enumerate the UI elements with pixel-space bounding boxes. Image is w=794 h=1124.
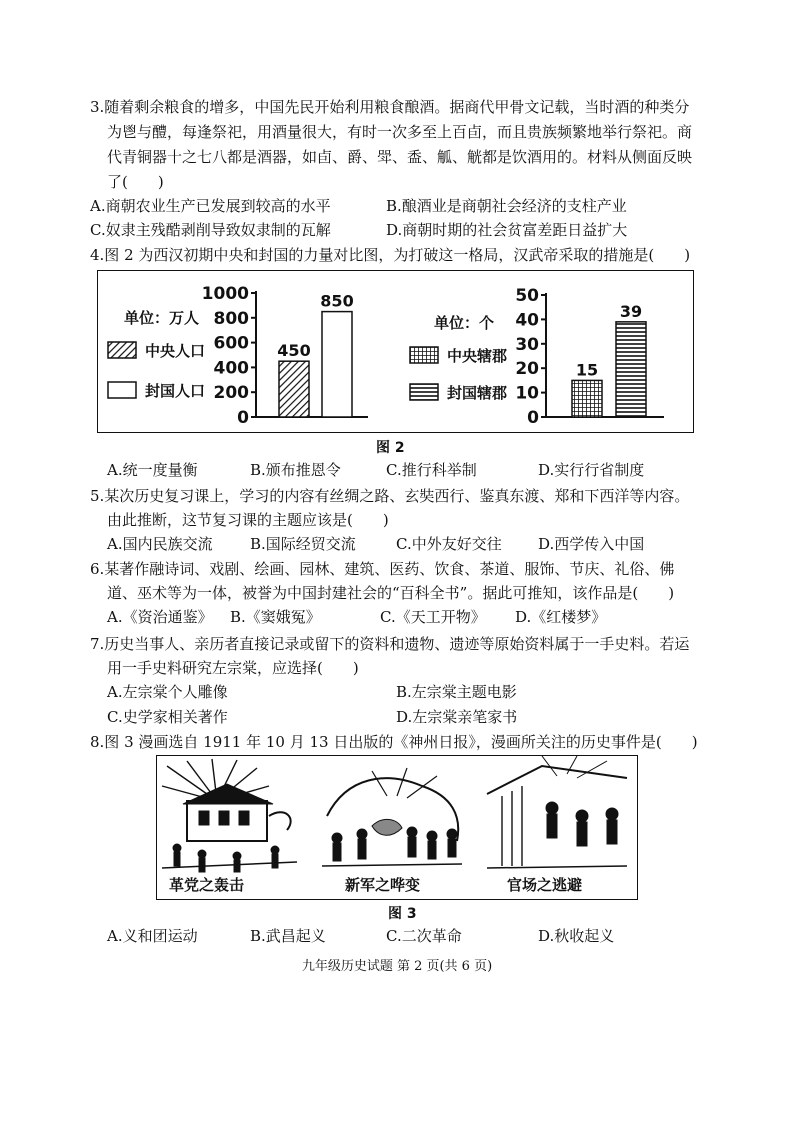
q5-option-d: D.西学传入中国: [538, 535, 645, 553]
chart2-y-tick-label: 40: [515, 310, 539, 331]
q8-option-c: C.二次革命: [386, 927, 462, 945]
chart1-legend-swatch-central: [108, 342, 136, 358]
q6-option-b: B.《窦娥冤》: [230, 608, 321, 626]
q5-line-1: 5.某次历史复习课上，学习的内容有丝绸之路、玄奘西行、鉴真东渡、郑和下西洋等内容。: [90, 487, 690, 505]
figure-3: [156, 755, 638, 900]
chart1-legend-fief: 封国人口: [145, 382, 206, 400]
chart1-y-tick-label: 1000: [201, 284, 249, 304]
chart1-bar-fief: [322, 312, 352, 417]
chart2-bar-label-fief: 39: [619, 301, 643, 321]
cartoon-panel-1: [162, 759, 297, 872]
page-footer: 九年级历史试题 第 2 页(共 6 页): [301, 959, 493, 974]
q8-option-a: A.义和团运动: [107, 927, 198, 945]
chart2-legend-swatch-central: [410, 347, 438, 363]
cartoon-panel-2: [322, 768, 462, 866]
q5-line-2: 由此推断，这节复习课的主题应该是( ): [107, 511, 389, 529]
cartoon-caption-2: 新军之哗变: [345, 876, 421, 894]
chart1-y-tick-label: 0: [237, 408, 249, 428]
chart1-bar-label-central: 450: [277, 341, 311, 361]
q3-option-a: A.商朝农业生产已发展到较高的水平: [90, 197, 331, 215]
chart2-y-tick-label: 50: [515, 286, 539, 306]
q4-option-b: B.颁布推恩令: [250, 461, 341, 479]
chart1-y-tick-label: 800: [213, 308, 249, 329]
q6-line-2: 道、巫术等为一体，被誉为中国封建社会的“百科全书”。据此可推知，该作品是( ): [107, 584, 675, 602]
q3-line-4: 了( ): [107, 173, 164, 191]
figure-3-caption: 图 3: [388, 906, 417, 922]
chart2-unit-label: 单位：个: [434, 314, 495, 332]
chart1-bar-central: [279, 361, 309, 417]
chart2-bar-central: [572, 380, 602, 417]
chart1-legend-central: 中央人口: [145, 342, 206, 360]
chart1-y-tick-label: 400: [213, 358, 249, 379]
chart2-legend-swatch-fief: [410, 384, 438, 400]
chart2-bar-fief: [616, 322, 646, 417]
chart2-legend-central: 中央辖郡: [447, 347, 508, 365]
q6-option-c: C.《天工开物》: [380, 608, 486, 626]
chart2-y-tick-label: 30: [515, 334, 539, 355]
chart1-bar-label-fief: 850: [320, 291, 354, 311]
cartoon-caption-1: 革党之轰击: [169, 876, 245, 894]
q5-option-b: B.国际经贸交流: [250, 535, 356, 553]
q8-line: 8.图 3 漫画选自 1911 年 10 月 13 日出版的《神州日报》，漫画所关注的历史事件是( ): [90, 733, 698, 751]
q7-line-2: 用一手史料研究左宗棠，应选择( ): [107, 659, 359, 677]
q3-option-b: B.酿酒业是商朝社会经济的支柱产业: [386, 197, 627, 215]
figure-2-caption: 图 2: [376, 440, 405, 456]
q4-option-d: D.实行行省制度: [538, 461, 645, 479]
chart1-y-tick-label: 200: [213, 383, 249, 404]
q7-option-c: C.史学家相关著作: [107, 708, 228, 726]
chart1-y-ticks: [202, 284, 256, 428]
q3-line-2: 为鬯与醴，每逢祭祀，用酒量很大，有时一次多至上百卣，而且贵族频繁地举行祭祀。商: [107, 123, 693, 141]
q5-option-c: C.中外友好交往: [396, 535, 502, 553]
q6-option-d: D.《红楼梦》: [515, 608, 607, 626]
q6-option-a: A.《资治通鉴》: [107, 608, 213, 626]
q8-option-d: D.秋收起义: [538, 927, 615, 945]
chart2-y-tick-label: 0: [527, 408, 539, 428]
q3-option-d: D.商朝时期的社会贫富差距日益扩大: [386, 221, 628, 239]
figure-2-svg: [98, 271, 692, 431]
q6-line-1: 6.某著作融诗词、戏剧、绘画、园林、建筑、医药、饮食、茶道、服饰、节庆、礼俗、佛: [90, 560, 675, 578]
chart1-unit-label: 单位：万人: [124, 309, 200, 327]
q5-option-a: A.国内民族交流: [107, 535, 213, 553]
cartoon-panel-3: [487, 756, 627, 868]
q4-option-c: C.推行科举制: [386, 461, 477, 479]
q8-option-b: B.武昌起义: [250, 927, 326, 945]
chart1-y-tick-label: 600: [213, 333, 249, 354]
q7-option-d: D.左宗棠亲笔家书: [396, 708, 518, 726]
chart2-legend-fief: 封国辖郡: [447, 384, 508, 402]
q3-line-3: 代青铜器十之七八都是酒器，如卣、爵、斝、盉、觚、觥都是饮酒用的。材料从侧面反映: [107, 148, 693, 166]
q7-option-a: A.左宗棠个人雕像: [107, 683, 228, 701]
q7-option-b: B.左宗棠主题电影: [396, 683, 517, 701]
q4-option-a: A.统一度量衡: [107, 461, 198, 479]
chart2-bar-label-central: 15: [575, 360, 599, 380]
q7-line-1: 7.历史当事人、亲历者直接记录或留下的资料和遗物、遗迹等原始资料属于一手史料。若运: [90, 635, 690, 653]
figure-2: [97, 270, 694, 433]
cartoon-caption-3: 官场之逃避: [507, 876, 583, 894]
q3-line-1: 3.随着剩余粮食的增多，中国先民开始利用粮食酿酒。据商代甲骨文记载，当时酒的种类分: [90, 98, 690, 116]
q4-line: 4.图 2 为西汉初期中央和封国的力量对比图，为打破这一格局，汉武帝采取的措施是( ): [90, 246, 691, 264]
q3-option-c: C.奴隶主残酷剥削导致奴隶制的瓦解: [90, 221, 331, 239]
chart2-y-ticks: [515, 286, 546, 428]
chart1-legend-swatch-fief: [108, 382, 136, 398]
chart2-y-tick-label: 10: [515, 383, 539, 404]
chart2-y-tick-label: 20: [515, 359, 539, 380]
